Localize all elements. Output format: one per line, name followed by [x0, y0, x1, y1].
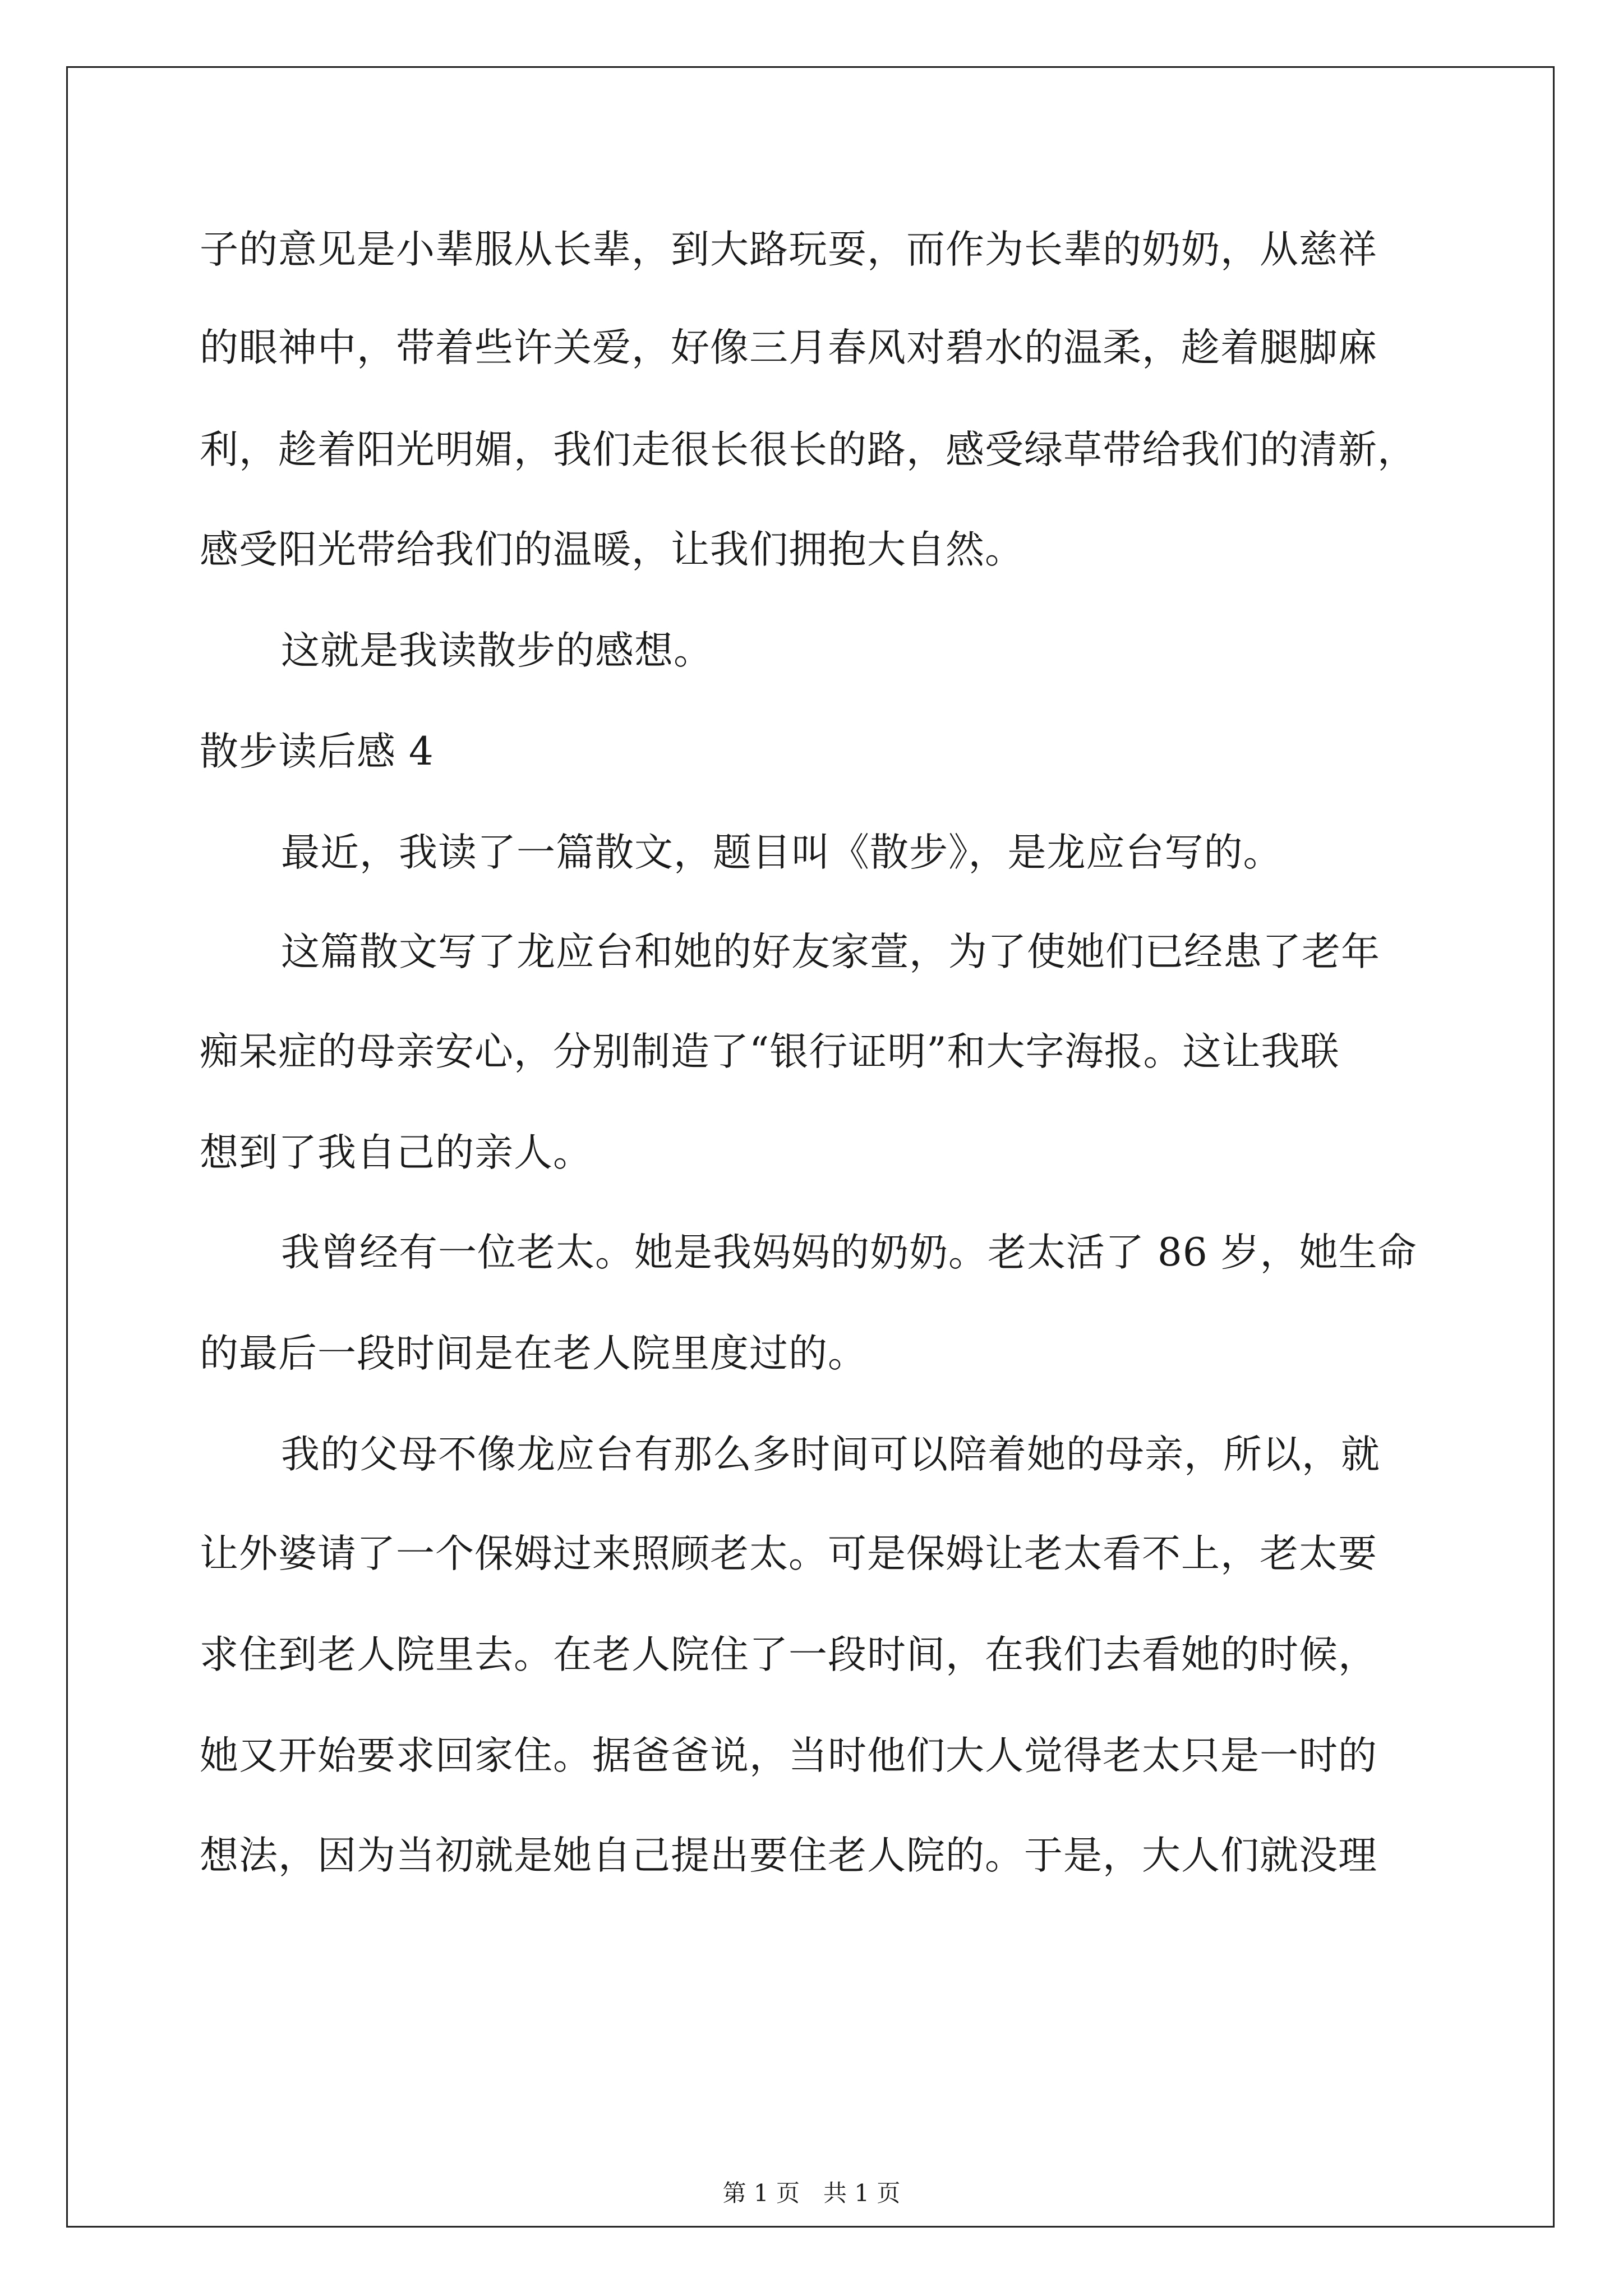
section-heading: 散步读后感 4 — [200, 729, 434, 774]
text-line: 这就是我读散步的感想。 — [281, 628, 713, 673]
text-line: 利，趁着阳光明媚，我们走很长很长的路，感受绿草带给我们的清新， — [200, 427, 1417, 472]
text-line: 求住到老人院里去。在老人院住了一段时间，在我们去看她的时候， — [200, 1632, 1377, 1677]
text-line: 她又开始要求回家住。据爸爸说，当时他们大人觉得老太只是一时的 — [200, 1733, 1377, 1778]
text-line: 的眼神中，带着些许关爱，好像三月春风对碧水的温柔，趁着腿脚麻 — [200, 325, 1377, 370]
text-line: 我曾经有一位老太。她是我妈妈的奶奶。老太活了 86 岁，她生命 — [281, 1230, 1417, 1275]
text-line: 这篇散文写了龙应台和她的好友家萱，为了使她们已经患了老年 — [281, 930, 1380, 974]
page-footer: 第 1 页 共 1 页 — [722, 2179, 901, 2207]
text-line: 我的父母不像龙应台有那么多时间可以陪着她的母亲，所以，就 — [281, 1432, 1380, 1477]
text-line: 让外婆请了一个保姆过来照顾老太。可是保姆让老太看不上，老太要 — [200, 1531, 1377, 1576]
text-line: 的最后一段时间是在老人院里度过的。 — [200, 1331, 867, 1376]
text-line: 感受阳光带给我们的温暖，让我们拥抱大自然。 — [200, 527, 1024, 572]
text-line: 想法，因为当初就是她自己提出要住老人院的。于是，大人们就没理 — [200, 1833, 1377, 1878]
text-line: 子的意见是小辈服从长辈，到大路玩耍，而作为长辈的奶奶，从慈祥 — [200, 227, 1377, 272]
text-line: 想到了我自己的亲人。 — [200, 1130, 592, 1175]
text-line: 痴呆症的母亲安心，分别制造了“银行证明”和大字海报。这让我联 — [200, 1029, 1340, 1074]
text-line: 最近，我读了一篇散文，题目叫《散步》，是龙应台写的。 — [281, 830, 1283, 875]
